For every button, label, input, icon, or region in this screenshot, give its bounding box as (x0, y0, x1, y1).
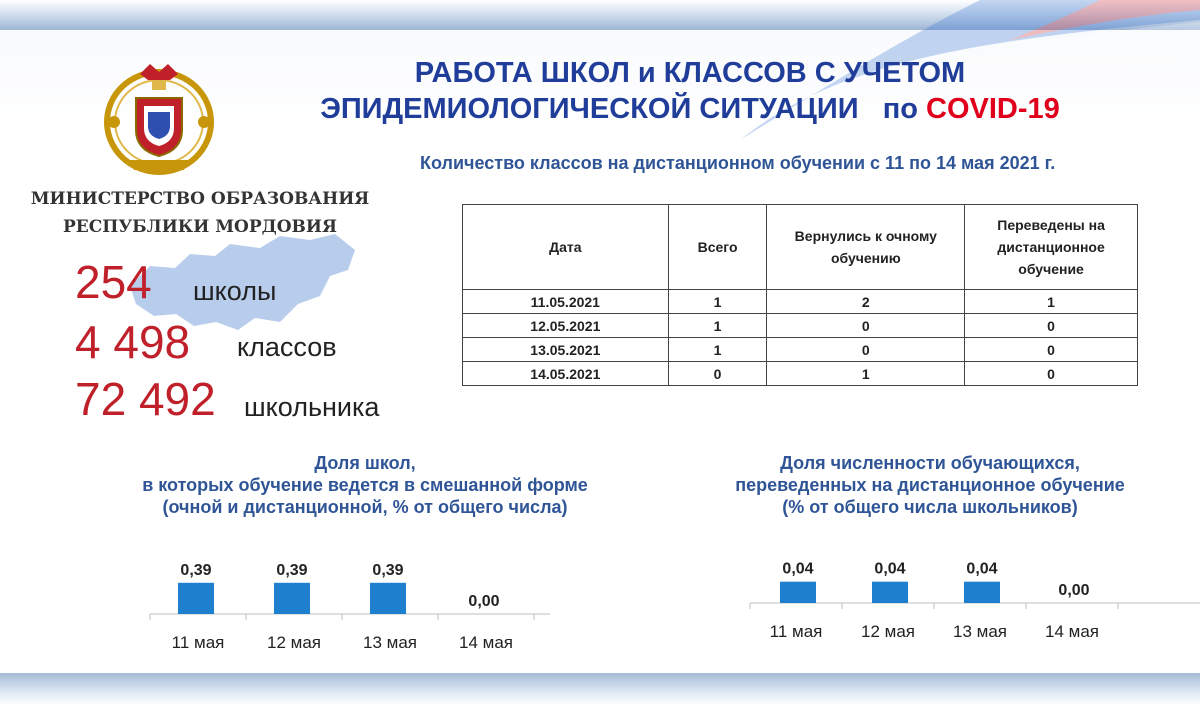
category-label: 11 мая (171, 633, 225, 652)
table-cell-transferred: 0 (965, 338, 1138, 362)
data-label: 0,39 (276, 561, 308, 579)
category-label: 13 мая (953, 622, 1007, 641)
category-label: 14 мая (1045, 622, 1099, 641)
table-cell-returned: 1 (767, 362, 965, 386)
table-cell-transferred: 1 (965, 290, 1138, 314)
table-cell-returned: 2 (767, 290, 965, 314)
table-header-returned: Вернулись к очному обучению (767, 205, 965, 290)
chart-distance-students (750, 535, 1200, 665)
table-cell-total: 1 (668, 338, 767, 362)
stat-students-label: школьника (244, 392, 380, 422)
table-cell-returned: 0 (767, 314, 965, 338)
data-label: 0,39 (372, 561, 404, 579)
chart-2-title-line-2: переведенных на дистанционное обучение (735, 475, 1125, 495)
title-line-2-main: ЭПИДЕМИОЛОГИЧЕСКОЙ СИТУАЦИИ (320, 93, 859, 125)
stat-students-value: 72 492 (75, 373, 216, 425)
bar (274, 583, 310, 614)
chart-1-title (95, 452, 635, 518)
data-label: 0,04 (966, 560, 998, 578)
bar (178, 583, 214, 614)
stat-schools-value: 254 (75, 256, 152, 308)
bar (872, 582, 908, 603)
bar (964, 582, 1000, 603)
chart-1-title-line-2: в которых обучение ведется в смешанной форме (142, 475, 588, 495)
ministry-line-1: МИНИСТЕРСТВО ОБРАЗОВАНИЯ (30, 189, 370, 209)
table-cell-transferred: 0 (965, 362, 1138, 386)
table-cell-total: 0 (668, 362, 767, 386)
data-label: 0,00 (468, 593, 500, 610)
title-covid: COVID-19 (926, 93, 1060, 125)
category-label: 14 мая (459, 633, 513, 652)
table-header-total: Всего (668, 205, 767, 290)
data-label: 0,04 (874, 560, 906, 578)
stat-classes-label: классов (237, 332, 337, 362)
table-header-transferred: Переведены на дистанционное обучение (965, 205, 1138, 290)
stat-classes-value: 4 498 (75, 316, 191, 368)
data-label: 0,04 (782, 560, 814, 578)
bar (370, 583, 406, 614)
bar (780, 582, 816, 603)
chart-1-title-line-3: (очной и дистанционной, % от общего числа) (162, 497, 568, 517)
bottom-bar (0, 673, 1200, 705)
table-row (463, 338, 1138, 362)
table-cell-returned: 0 (767, 338, 965, 362)
table-cell-total: 1 (668, 290, 767, 314)
table-cell-transferred: 0 (965, 314, 1138, 338)
table-header-date: Дата (463, 205, 669, 290)
category-label: 12 мая (861, 622, 915, 641)
chart-2-title-line-1: Доля численности обучающихся, (780, 453, 1080, 473)
data-label: 0,39 (180, 561, 212, 579)
chart-mixed-schools (150, 540, 550, 670)
table-caption: Количество классов на дистанционном обучении с 11 по 14 мая 2021 г. (420, 153, 1056, 173)
table-cell-date: 14.05.2021 (463, 362, 669, 386)
title-connector: по (882, 93, 918, 125)
table-row (463, 314, 1138, 338)
title-line-1: РАБОТА ШКОЛ и КЛАССОВ С УЧЕТОМ (414, 57, 966, 89)
chart-2-title (700, 452, 1160, 518)
table-row (463, 290, 1138, 314)
category-label: 13 мая (363, 633, 417, 652)
chart-1-title-line-1: Доля школ, (314, 453, 416, 473)
coat-of-arms-icon (100, 60, 218, 178)
table-cell-date: 13.05.2021 (463, 338, 669, 362)
category-label: 12 мая (267, 633, 321, 652)
chart-2-title-line-3: (% от общего числа школьников) (782, 497, 1078, 517)
title-line-2 (250, 91, 1130, 127)
table-cell-date: 11.05.2021 (463, 290, 669, 314)
category-label: 11 мая (769, 622, 823, 641)
table-row (463, 362, 1138, 386)
table-cell-date: 12.05.2021 (463, 314, 669, 338)
distance-classes-table (462, 204, 1138, 386)
page-title (250, 55, 1130, 127)
stat-schools-label: школы (193, 276, 277, 306)
table-cell-total: 1 (668, 314, 767, 338)
table-header-row (463, 205, 1138, 290)
ministry-line-2: РЕСПУБЛИКИ МОРДОВИЯ (63, 217, 337, 237)
data-label: 0,00 (1058, 582, 1090, 599)
